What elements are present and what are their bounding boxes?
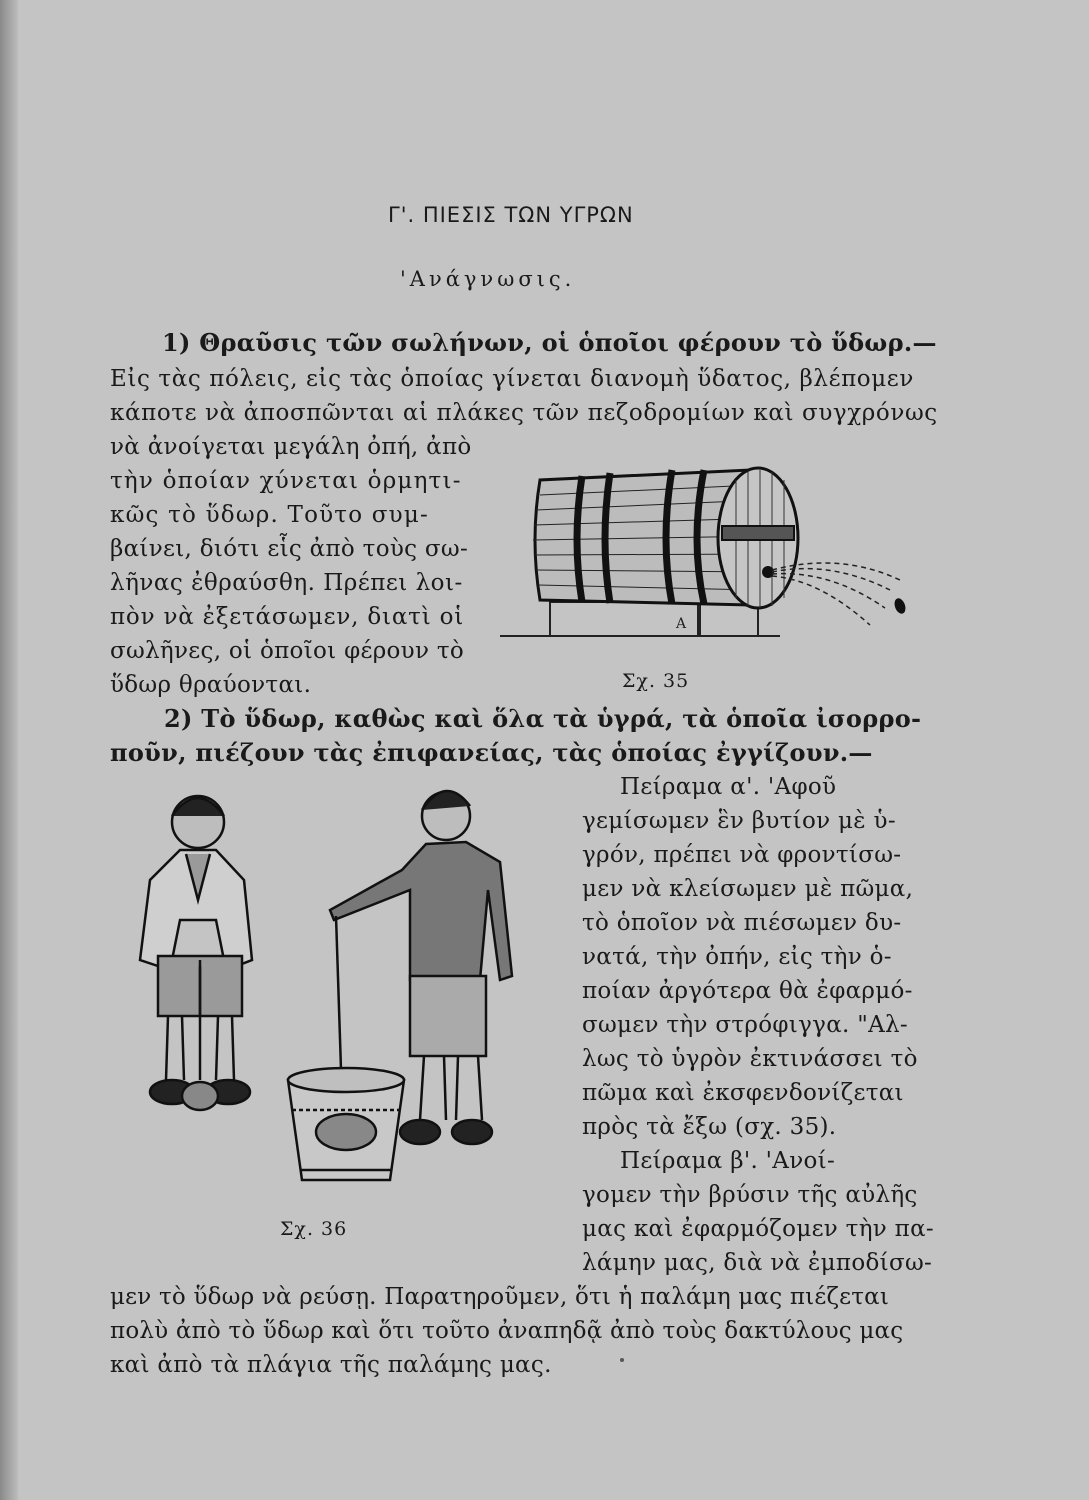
text-line: κάποτε νὰ ἀποσπῶνται αἱ πλάκες τῶν πεζοδρομίων καὶ συγχρόνως <box>110 400 938 426</box>
text-line: ὕδωρ θραύονται. <box>110 672 312 698</box>
text-line: πὸν νὰ ἐξετάσωμεν, διατὶ οἱ <box>110 604 465 630</box>
text-line: πῶμα καὶ ἐκσφενδονίζεται <box>582 1080 904 1106</box>
barrel-illustration <box>500 440 920 660</box>
text-line: νὰ ἀνοίγεται μεγάλη ὀπή, ἀπὸ <box>110 434 472 460</box>
experiment-b-label: Πείραμα β'. 'Ανοί- <box>620 1148 836 1174</box>
text-line: μας καὶ ἐφαρμόζομεν τὴν πα- <box>582 1216 934 1242</box>
figure35-caption: Σχ. 35 <box>622 670 690 692</box>
text-line: ποίαν ἀργότερα θὰ ἐφαρμό- <box>582 978 913 1004</box>
text-line: πολὺ ἀπὸ τὸ ὕδωρ καὶ ὅτι τοῦτο ἀναπηδᾷ ἀπὸ τοὺς δακτύλους μας <box>110 1318 904 1344</box>
svg-text:A: A <box>676 616 687 632</box>
text-line: Εἰς τὰς πόλεις, εἰς τὰς ὁποίας γίνεται διανομὴ ὕδατος, βλέπομεν <box>110 366 914 392</box>
figure36-caption: Σχ. 36 <box>280 1218 348 1240</box>
text-line: σωλῆνες, οἱ ὁποῖοι φέρουν τὸ <box>110 638 465 664</box>
text-line: λῆνας ἐθραύσθη. Πρέπει λοι- <box>110 570 463 596</box>
text-line: πρὸς τὰ ἔξω (σχ. 35). <box>582 1114 837 1140</box>
section1-heading: 1) Θραῦσις τῶν σωλήνων, οἱ ὁποῖοι φέρουν τὸ ὕδωρ.— <box>162 328 937 357</box>
section2-heading-line2: ποῦν, πιέζουν τὰς ἐπιφανείας, τὰς ὁποίας ἐγγίζουν.— <box>110 738 873 767</box>
text-line: τὸ ὁποῖον νὰ πιέσωμεν δυ- <box>582 910 902 936</box>
book-spine <box>0 0 18 1500</box>
text-line: νατά, τὴν ὀπήν, εἰς τὴν ὁ- <box>582 944 892 970</box>
two-boys-bucket-illustration <box>120 780 540 1200</box>
text-line: καὶ ἀπὸ τὰ πλάγια τῆς παλάμης μας. <box>110 1352 552 1378</box>
section2-heading-line1: 2) Τὸ ὕδωρ, καθὼς καὶ ὅλα τὰ ὑγρά, τὰ ὁποῖα ἰσορρο- <box>164 704 922 733</box>
text-line: μεν τὸ ὕδωρ νὰ ρεύσῃ. Παρατηροῦμεν, ὅτι ἡ παλάμη μας πιέζεται <box>110 1284 890 1310</box>
text-line: μεν νὰ κλείσωμεν μὲ πῶμα, <box>582 876 914 902</box>
text-line: γρόν, πρέπει νὰ φροντίσω- <box>582 842 902 868</box>
text-line: τὴν ὁποίαν χύνεται ὁρμητι- <box>110 468 462 494</box>
experiment-a-label: Πείραμα α'. 'Αφοῦ <box>620 774 837 800</box>
chapter-title: Γ'. ΠΙΕΣΙΣ ΤΩΝ ΥΓΡΩΝ <box>388 203 634 227</box>
text-line: γομεν τὴν βρύσιν τῆς αὐλῆς <box>582 1182 918 1208</box>
text-line: σωμεν τὴν στρόφιγγα. "Αλ- <box>582 1012 909 1038</box>
text-line: λάμην μας, διὰ νὰ ἐμποδίσω- <box>582 1250 933 1276</box>
text-line: λως τὸ ὑγρὸν ἐκτινάσσει τὸ <box>582 1046 918 1072</box>
text-line: κῶς τὸ ὕδωρ. Τοῦτο συμ- <box>110 502 429 528</box>
section-subtitle: 'Ανάγνωσις. <box>400 267 576 291</box>
text-line: γεμίσωμεν ἓν βυτίον μὲ ὑ- <box>582 808 896 834</box>
text-line: βαίνει, διότι εἷς ἀπὸ τοὺς σω- <box>110 536 469 562</box>
ink-speck <box>620 1358 624 1362</box>
